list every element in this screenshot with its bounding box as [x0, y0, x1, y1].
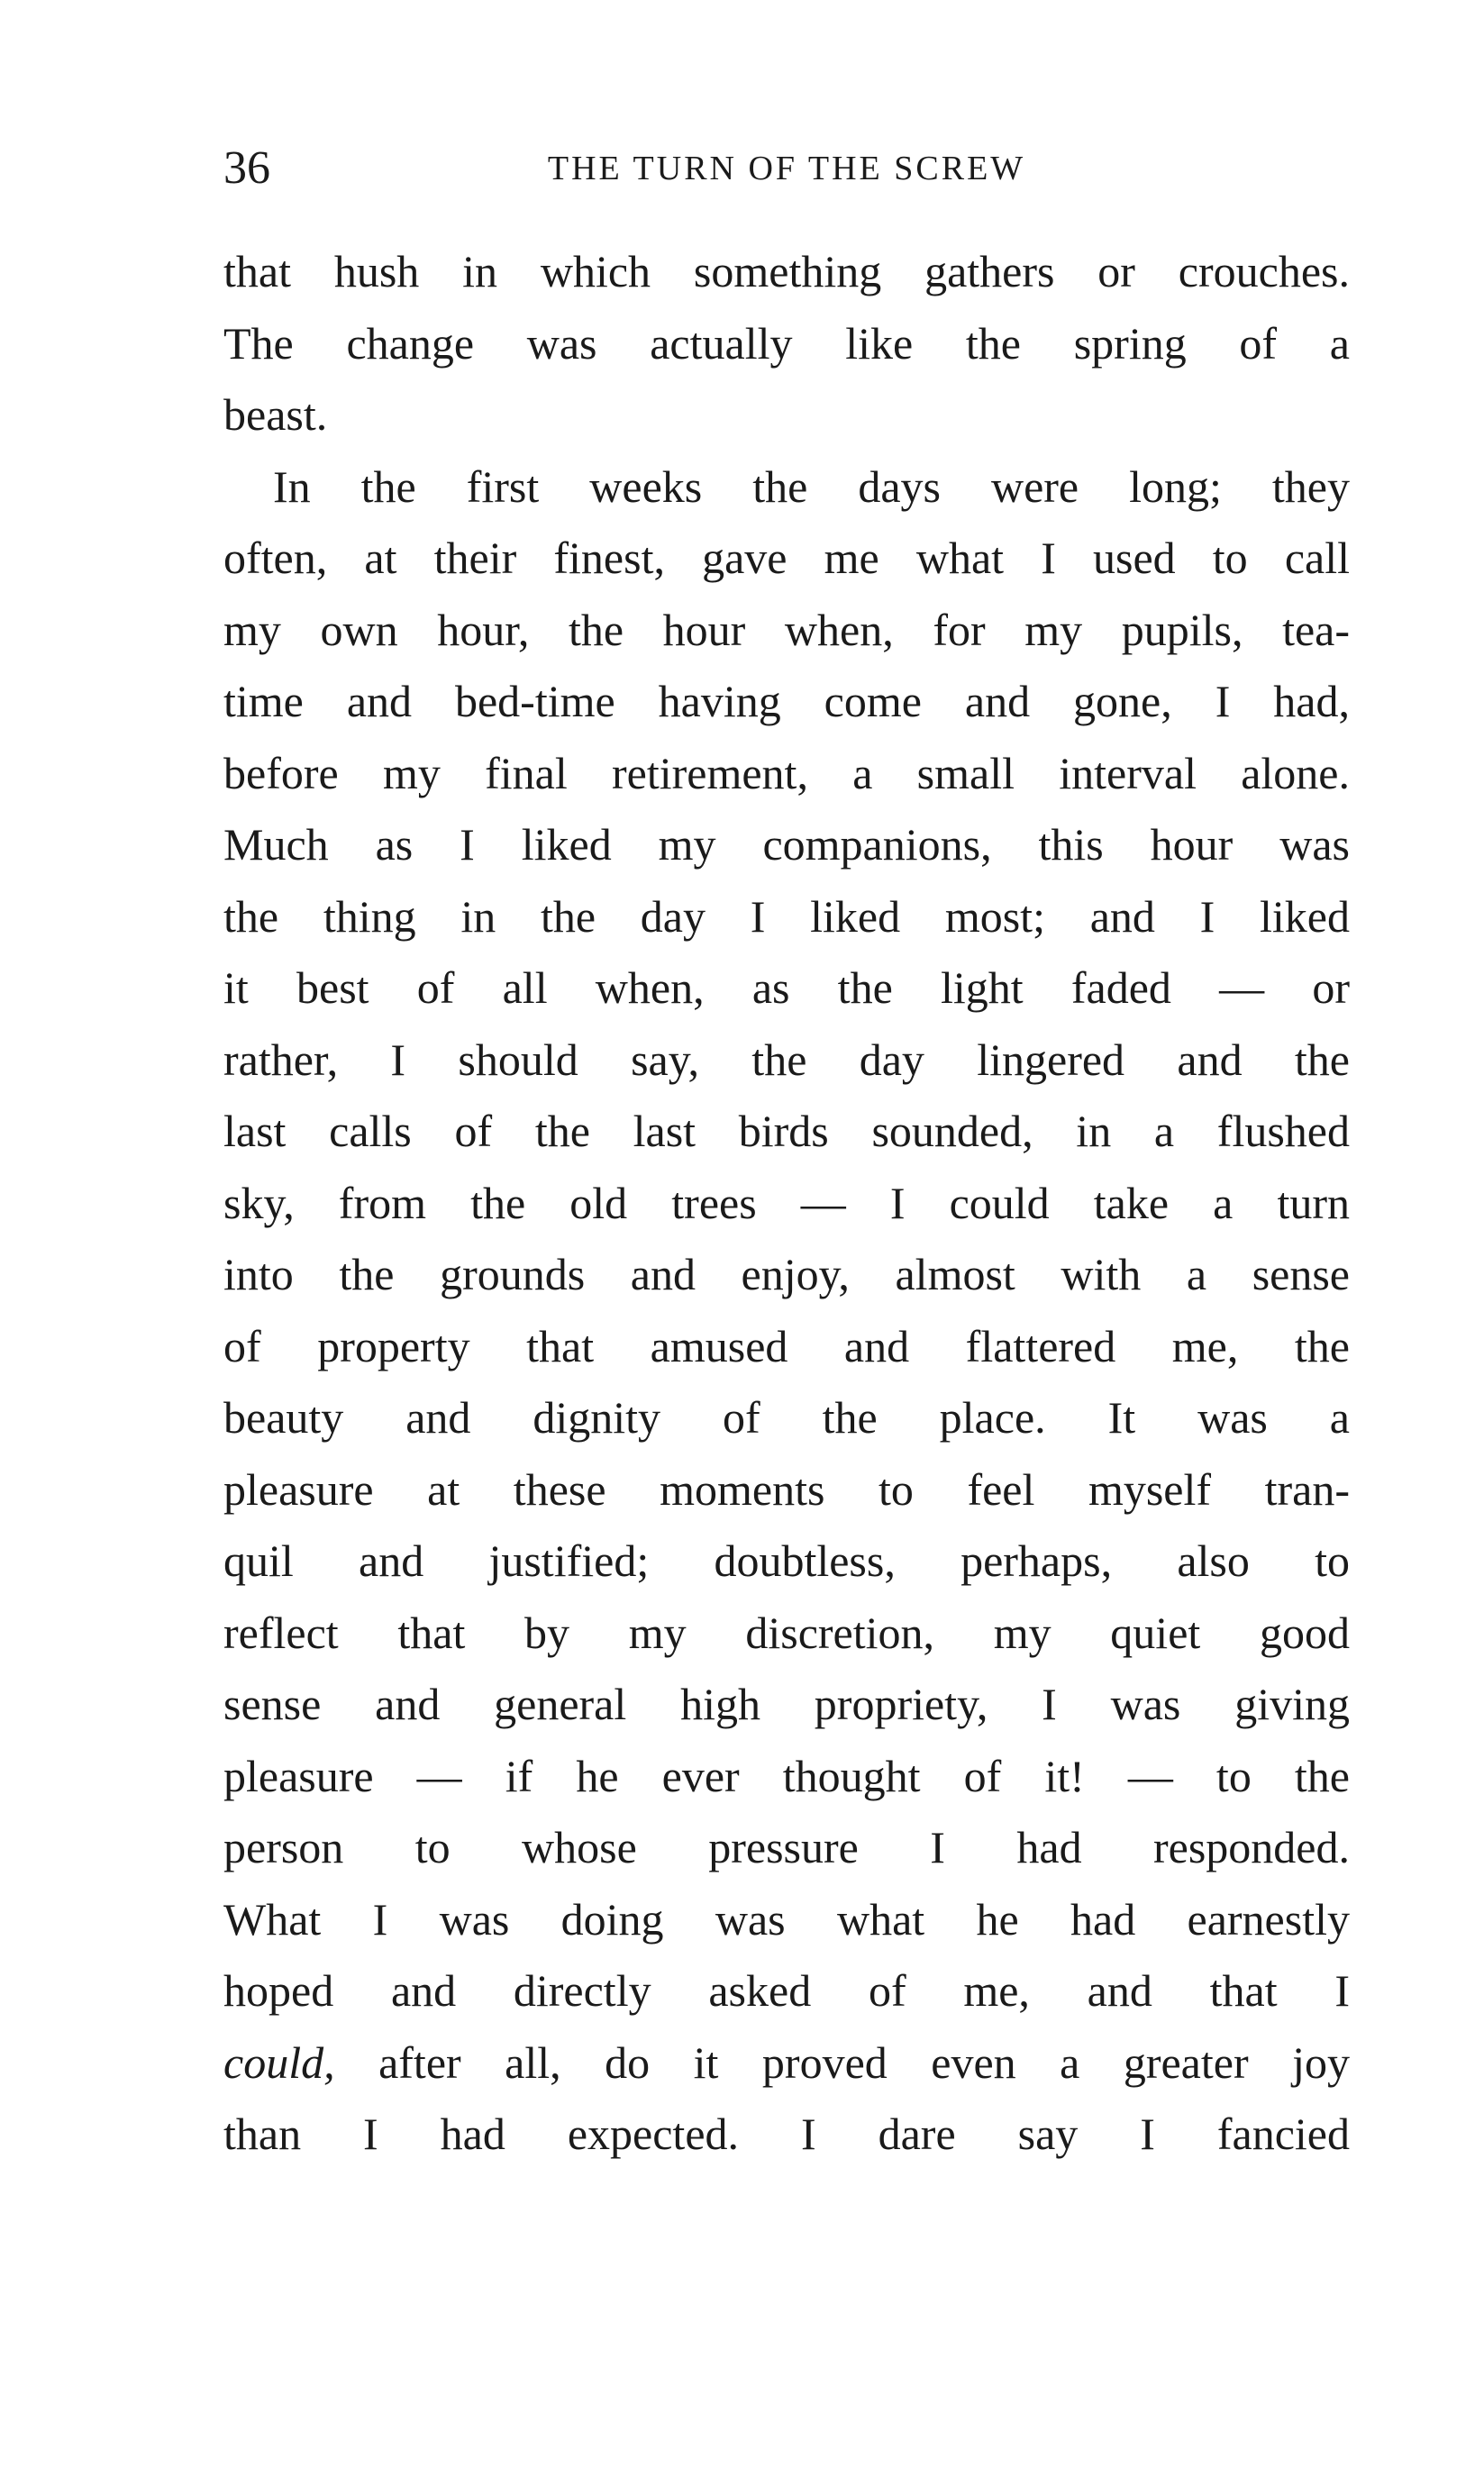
text-line-12: rather, I should say, the day lingered and the — [223, 1034, 1350, 1085]
running-title: THE TURN OF THE SCREW — [547, 150, 1026, 187]
text-line-26-rest: after all, do it proved even a greater joy — [378, 2036, 1350, 2088]
text-line-14: sky, from the old trees — I could take a turn — [223, 1177, 1350, 1228]
text-line-2: The change was actually like the spring of a — [223, 317, 1350, 369]
text-line-23: person to whose pressure I had responded. — [223, 1822, 1350, 1872]
text-line-1: that hush in which something gathers or crouches. — [223, 246, 1350, 296]
text-line-25: hoped and directly asked of me, and that I — [223, 1965, 1350, 2016]
text-line-7: time and bed-time having come and gone, I had, — [223, 676, 1350, 726]
text-line-20: reflect that by my discretion, my quiet good — [223, 1607, 1350, 1658]
text-line-27: than I had expected. I dare say I fancied — [223, 2109, 1350, 2159]
text-line-6: my own hour, the hour when, for my pupils, tea- — [223, 604, 1350, 655]
text-line-10: the thing in the day I liked most; and I liked — [223, 890, 1350, 942]
text-line-8: before my final retirement, a small interval alone. — [223, 747, 1350, 798]
text-line-3: beast. — [223, 389, 328, 440]
body-text — [223, 236, 1350, 2171]
text-line-11: it best of all when, as the light faded — or — [223, 962, 1350, 1013]
text-line-18: pleasure at these moments to feel myself tran- — [223, 1463, 1350, 1515]
text-line-9: Much as I liked my companions, this hour was — [223, 819, 1350, 870]
italic-word: could, — [223, 2036, 335, 2088]
page-number: 36 — [223, 142, 270, 194]
text-line-19: quil and justified; doubtless, perhaps, also to — [223, 1535, 1350, 1586]
text-line-13: last calls of the last birds sounded, in a flushed — [223, 1106, 1350, 1156]
text-line-4: In the first weeks the days were long; they — [273, 460, 1350, 512]
text-line-26 — [223, 2027, 1350, 2100]
text-line-15: into the grounds and enjoy, almost with a sense — [223, 1249, 1350, 1299]
text-line-21: sense and general high propriety, I was giving — [223, 1679, 1350, 1729]
text-line-17: beauty and dignity of the place. It was a — [223, 1392, 1350, 1443]
text-line-16: of property that amused and flattered me, the — [223, 1320, 1350, 1371]
text-line-5: often, at their finest, gave me what I used to call — [223, 533, 1350, 583]
running-head — [223, 137, 1350, 200]
text-line-24: What I was doing was what he had earnestly — [223, 1893, 1350, 1945]
text-line-22: pleasure — if he ever thought of it! — to the — [223, 1750, 1350, 1801]
